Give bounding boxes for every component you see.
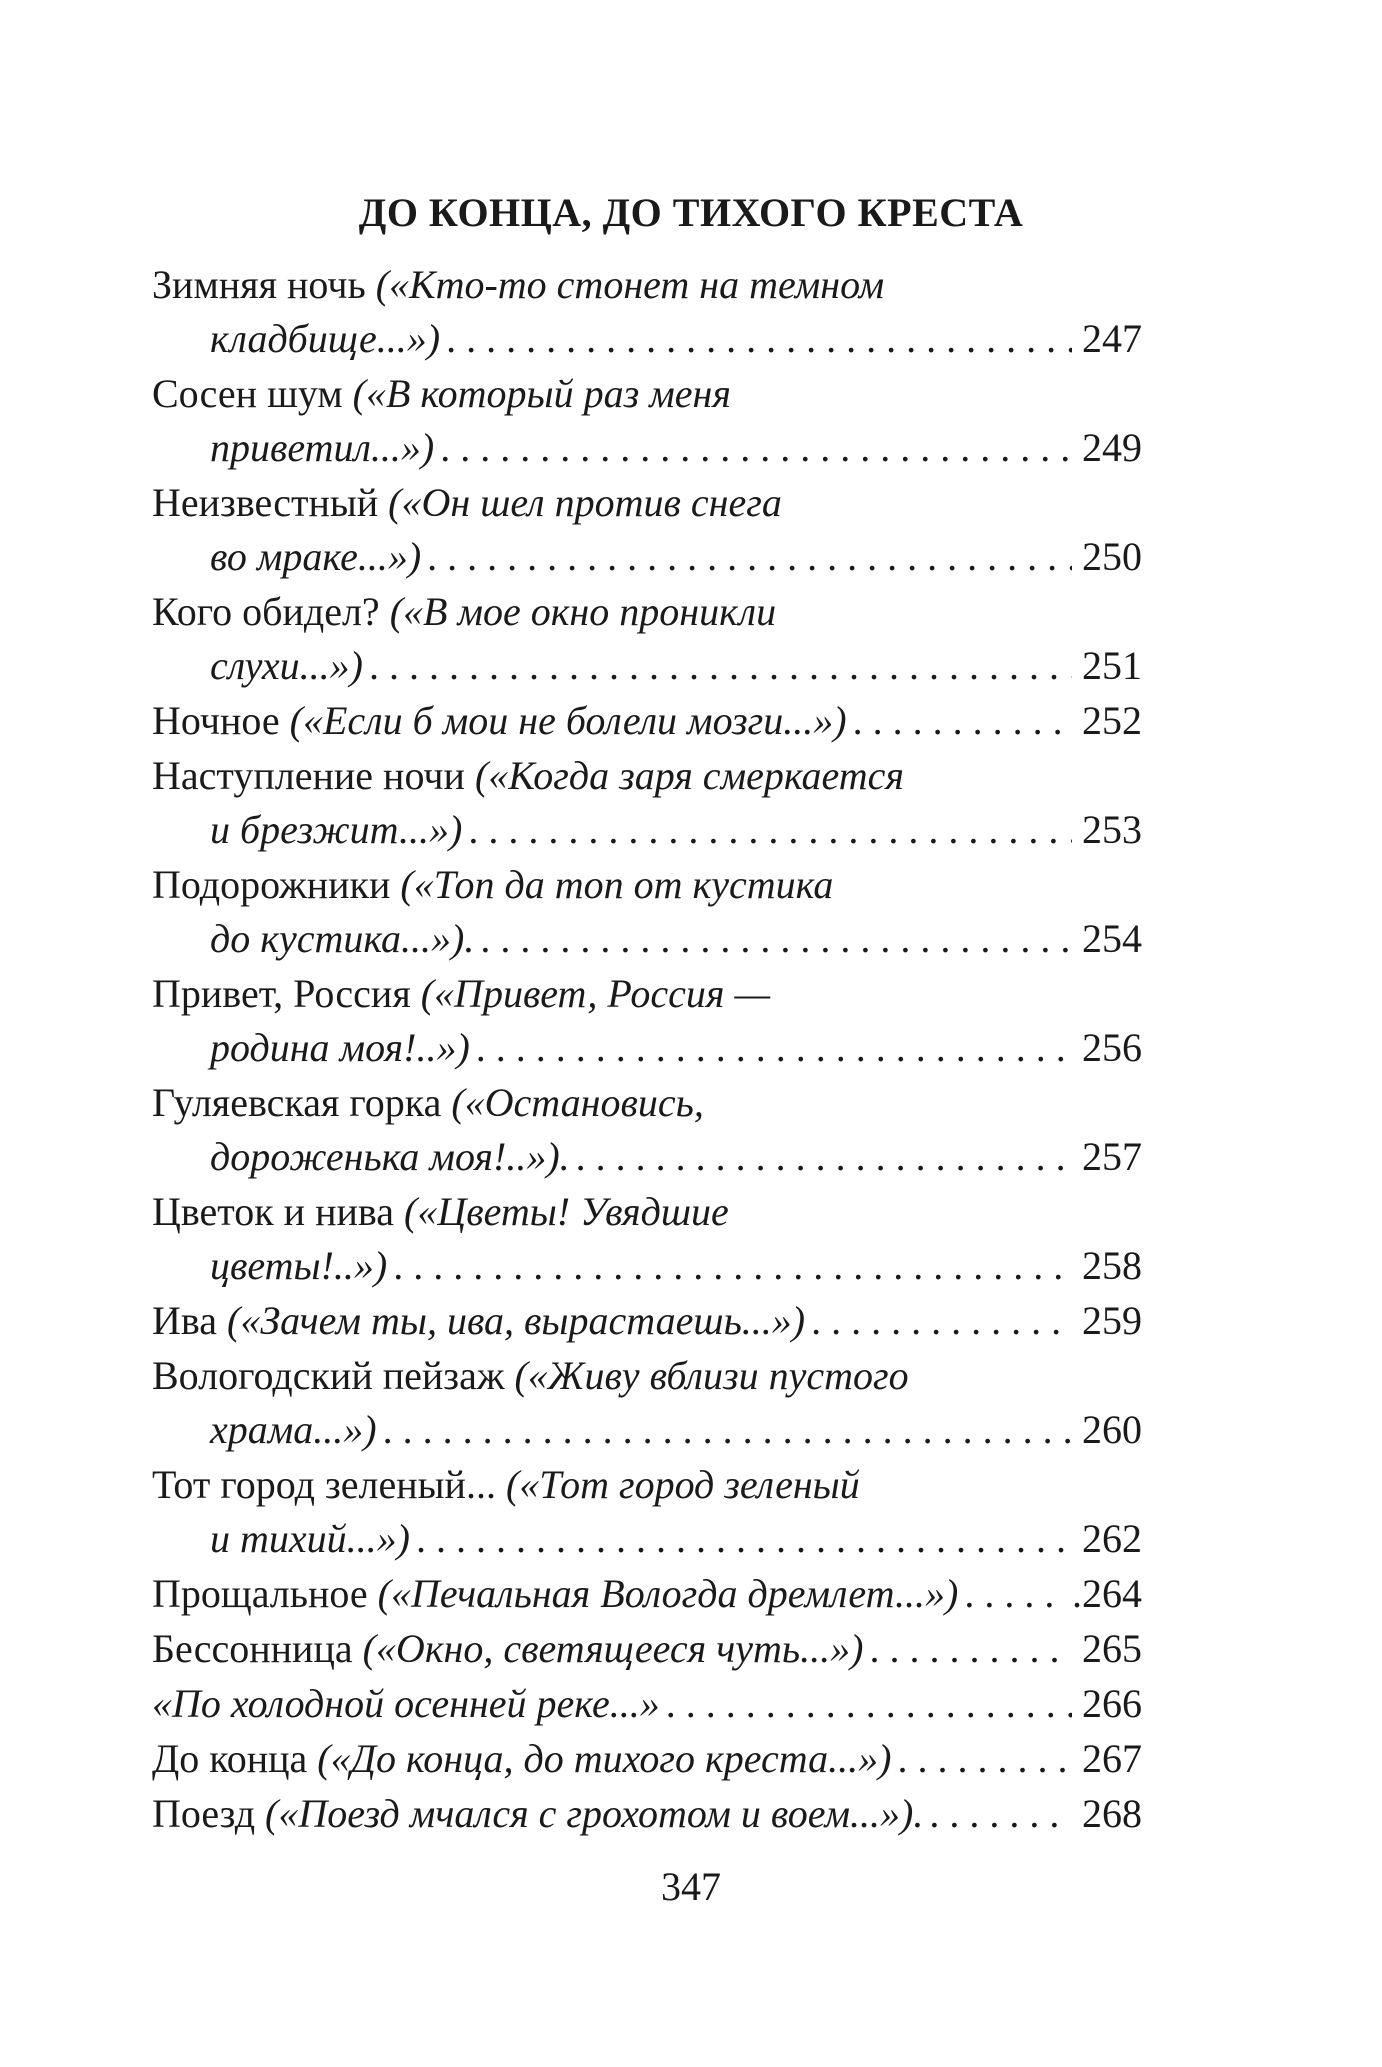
entry-first-line: («Тот город зеленый: [505, 1462, 860, 1507]
entry-first-line: («Поезд мчался с грохотом и воем...»).: [265, 1791, 924, 1836]
entry-title: Подорожники: [152, 862, 391, 907]
dot-leader: [811, 1294, 1072, 1348]
entry-first-line: («До конца, до тихого креста...»): [317, 1736, 892, 1781]
dot-leader: [853, 694, 1072, 748]
entry-first-line: («Окно, светящееся чуть...»): [362, 1626, 864, 1671]
entry-title: Ночное: [152, 698, 280, 743]
entry-page: 256: [1082, 1025, 1142, 1070]
entry-first-line-cont: до кустика...»).: [210, 916, 475, 961]
entry-page: 250: [1082, 534, 1142, 579]
entry-page: 259: [1082, 1298, 1142, 1343]
toc-entry: [152, 1622, 1142, 1676]
toc-entry: [152, 749, 1142, 857]
entry-first-line: («В мое окно проникли: [389, 589, 777, 634]
entry-title: Поезд: [152, 1791, 256, 1836]
table-of-contents: [152, 258, 1142, 1842]
entry-first-line: («Печальная Вологда дремлет...»): [377, 1571, 959, 1616]
entry-first-line-cont: дороженька моя!..»).: [210, 1134, 570, 1179]
dot-leader: [446, 312, 1072, 366]
entry-page: 251: [1082, 643, 1142, 688]
entry-first-line: («Когда заря смеркается: [474, 753, 905, 798]
entry-page: .264: [1072, 1571, 1142, 1616]
entry-first-line-cont: цветы!..»): [210, 1243, 388, 1288]
entry-page: 268: [1082, 1791, 1142, 1836]
entry-page: 265: [1082, 1626, 1142, 1671]
toc-entry: [152, 1458, 1142, 1566]
entry-title: Бессонница: [152, 1626, 353, 1671]
entry-page: 249: [1082, 425, 1142, 470]
entry-first-line-cont: слухи...»): [210, 643, 363, 688]
entry-title: Зимняя ночь: [152, 262, 366, 307]
entry-page: 252: [1082, 698, 1142, 743]
entry-first-line: («Он шел против снега: [388, 480, 782, 525]
toc-entry: [152, 476, 1142, 584]
entry-title: Тот город зеленый...: [152, 1462, 496, 1507]
entry-page: 262: [1082, 1516, 1142, 1561]
entry-first-line: («Кто-то стонет на темном: [375, 262, 885, 307]
dot-leader: [468, 803, 1072, 857]
entry-page: 253: [1082, 807, 1142, 852]
dot-leader: [369, 639, 1072, 693]
dot-leader: [576, 1130, 1072, 1184]
entry-title: Цветок и нива: [152, 1189, 395, 1234]
toc-entry: [152, 694, 1142, 748]
dot-leader: [929, 1787, 1072, 1841]
toc-entry: [152, 367, 1142, 475]
entry-first-line: «По холодной осенней реке...»: [152, 1681, 660, 1726]
entry-first-line: («Зачем ты, ива, вырастаешь...»): [227, 1298, 806, 1343]
toc-entry: [152, 1732, 1142, 1786]
entry-page: 267: [1082, 1736, 1142, 1781]
entry-first-line-cont: приветил...»): [210, 425, 435, 470]
toc-entry: [152, 1294, 1142, 1348]
dot-leader: [393, 1239, 1072, 1293]
entry-title: Прощальное: [152, 1571, 368, 1616]
toc-entry: [152, 1185, 1142, 1293]
entry-first-line-cont: родина моя!..»): [210, 1025, 470, 1070]
dot-leader: [480, 912, 1072, 966]
entry-first-line-cont: и брезжит...»): [210, 807, 463, 852]
entry-first-line: («Привет, Россия —: [420, 971, 771, 1016]
entry-page: 260: [1082, 1407, 1142, 1452]
entry-page: 266: [1082, 1681, 1142, 1726]
entry-first-line-cont: и тихий...»): [210, 1516, 410, 1561]
dot-leader: [964, 1567, 1066, 1621]
dot-leader: [666, 1677, 1072, 1731]
entry-title: Кого обидел?: [152, 589, 380, 634]
entry-page: 254: [1082, 916, 1142, 961]
entry-title: До конца: [152, 1736, 308, 1781]
dot-leader: [383, 1403, 1072, 1457]
entry-first-line-cont: кладбище...»): [210, 316, 441, 361]
dot-leader: [440, 421, 1072, 475]
toc-entry: [152, 858, 1142, 966]
toc-entry: [152, 1076, 1142, 1184]
entry-first-line: («Цветы! Увядшие: [404, 1189, 729, 1234]
toc-entry: [152, 585, 1142, 693]
entry-first-line-cont: храма...»): [210, 1407, 377, 1452]
entry-title: Сосен шум: [152, 371, 343, 416]
entry-title: Неизвестный: [152, 480, 379, 525]
entry-title: Гуляевская горка: [152, 1080, 442, 1125]
entry-title: Ива: [152, 1298, 217, 1343]
dot-leader: [897, 1732, 1072, 1786]
entry-title: Привет, Россия: [152, 971, 411, 1016]
toc-entry: [152, 1567, 1142, 1621]
entry-first-line: («Остановись,: [451, 1080, 704, 1125]
entry-first-line-cont: во мраке...»): [210, 534, 422, 579]
toc-entry: [152, 258, 1142, 366]
entry-page: 247: [1082, 316, 1142, 361]
entry-first-line: («Если б мои не болели мозги...»): [289, 698, 847, 743]
entry-page: 257: [1082, 1134, 1142, 1179]
page-number: 347: [661, 1864, 721, 1909]
dot-leader: [416, 1512, 1072, 1566]
entry-first-line: («В который раз меня: [352, 371, 731, 416]
toc-entry: [152, 1349, 1142, 1457]
section-title: ДО КОНЦА, ДО ТИХОГО КРЕСТА: [358, 190, 1024, 235]
entry-first-line: («Живу вблизи пустого: [514, 1353, 909, 1398]
dot-leader: [476, 1021, 1072, 1075]
dot-leader: [869, 1622, 1072, 1676]
entry-first-line: («Топ да топ от кустика: [400, 862, 834, 907]
entry-page: 258: [1082, 1243, 1142, 1288]
entry-title: Вологодский пейзаж: [152, 1353, 505, 1398]
entry-title: Наступление ночи: [152, 753, 465, 798]
toc-entry: [152, 967, 1142, 1075]
dot-leader: [427, 530, 1072, 584]
toc-entry: [152, 1677, 1142, 1731]
toc-entry: [152, 1787, 1142, 1841]
